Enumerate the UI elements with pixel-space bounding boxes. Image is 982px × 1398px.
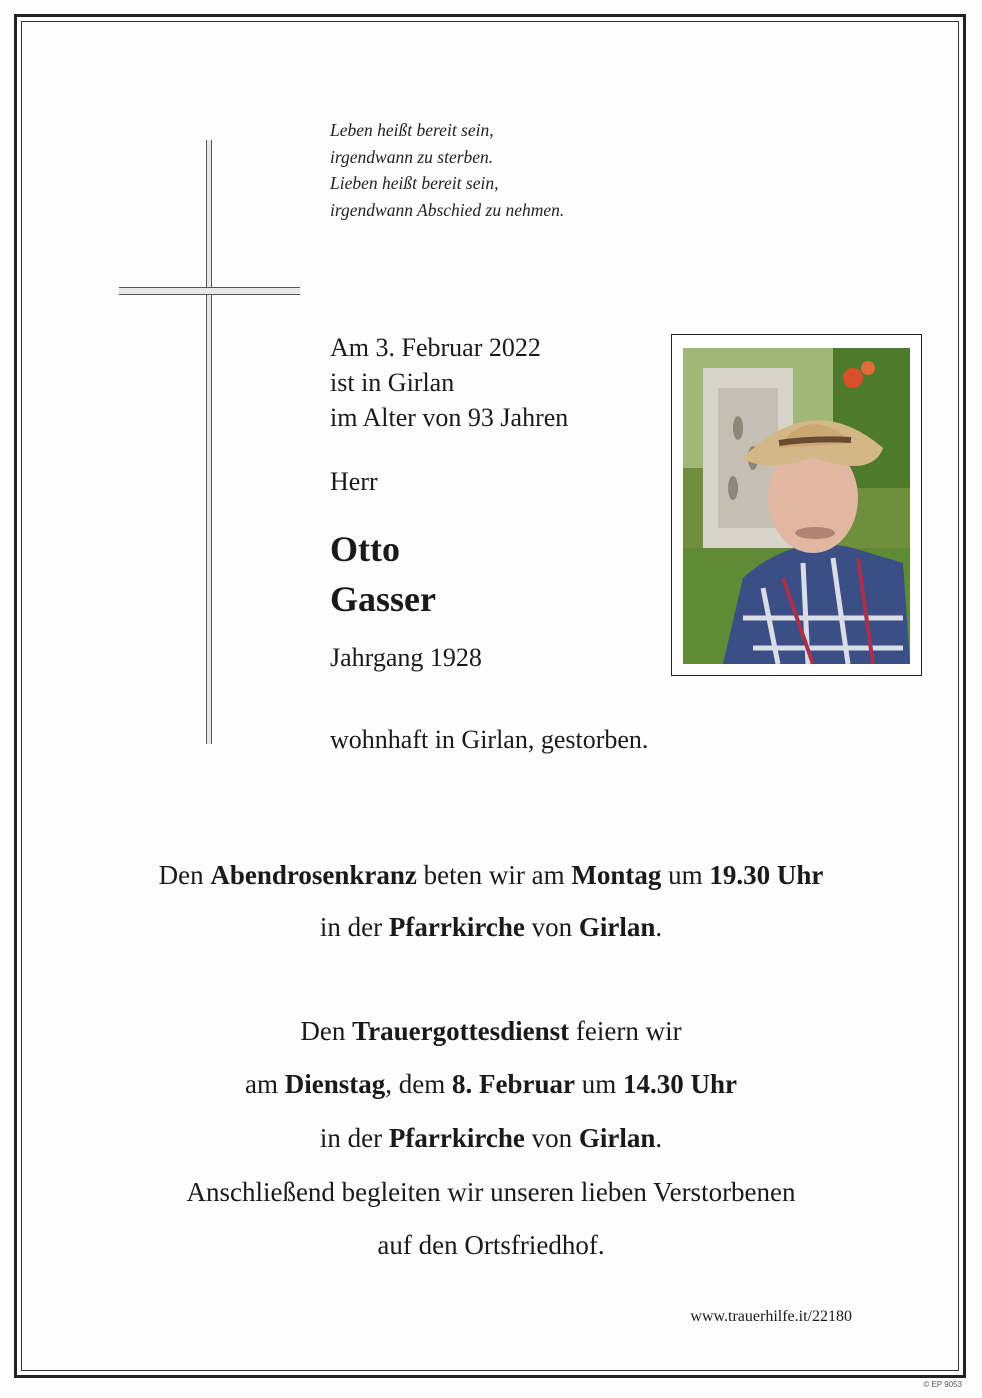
- salutation: Herr: [330, 467, 378, 496]
- service-line-3: [0, 1120, 982, 1156]
- birth-year: Jahrgang 1928: [330, 643, 482, 672]
- text: am: [245, 1069, 285, 1099]
- poem-line: irgendwann zu sterben.: [330, 146, 494, 167]
- portrait-frame: [671, 334, 922, 676]
- poem-line: Leben heißt bereit sein,: [330, 120, 494, 140]
- text: um: [574, 1069, 623, 1099]
- text: feiern wir: [569, 1016, 682, 1046]
- text-bold: 8. Februar: [452, 1069, 575, 1099]
- text-bold: Dienstag: [284, 1069, 386, 1099]
- cross-icon-bar: [119, 287, 300, 295]
- last-name: Gasser: [330, 579, 436, 619]
- text-bold: Pfarrkirche: [388, 912, 525, 942]
- service-line-5: auf den Ortsfriedhof.: [377, 1230, 605, 1260]
- text-bold: 14.30 Uhr: [623, 1069, 737, 1099]
- service-line-1: [0, 1013, 982, 1049]
- text: .: [655, 1123, 663, 1153]
- service-line-2: [0, 1066, 982, 1102]
- death-date: Am 3. Februar 2022: [330, 333, 541, 362]
- rosary-line-2: [0, 909, 982, 945]
- text: um: [661, 860, 710, 890]
- age-line: im Alter von 93 Jahren: [330, 403, 569, 432]
- text-bold: Girlan: [578, 1123, 656, 1153]
- text: beten wir am: [416, 860, 572, 890]
- portrait-photo: [683, 348, 910, 664]
- text: , dem: [385, 1069, 452, 1099]
- website-link[interactable]: www.trauerhilfe.it/22180: [690, 1308, 852, 1325]
- text: Den: [158, 860, 211, 890]
- text: in der: [319, 912, 389, 942]
- first-name: Otto: [330, 529, 400, 569]
- inner-border: [21, 21, 959, 1371]
- text-bold: Pfarrkirche: [388, 1123, 525, 1153]
- cross-icon: [206, 140, 212, 744]
- text-bold: Girlan: [578, 912, 656, 942]
- poem-line: irgendwann Abschied zu nehmen.: [330, 199, 565, 220]
- service-line-4: Anschließend begleiten wir unseren lieben Verstorbenen: [186, 1177, 796, 1207]
- text: .: [655, 912, 663, 942]
- text-bold: Abendrosenkranz: [210, 860, 417, 890]
- death-place: ist in Girlan: [330, 368, 455, 397]
- text: Den: [300, 1016, 353, 1046]
- text: in der: [319, 1123, 389, 1153]
- text: von: [524, 912, 579, 942]
- poem-line: Lieben heißt bereit sein,: [330, 173, 499, 193]
- poem: [330, 117, 564, 223]
- residence: wohnhaft in Girlan, gestorben.: [330, 725, 649, 754]
- text-bold: Trauergottesdienst: [352, 1016, 570, 1046]
- text-bold: 19.30 Uhr: [709, 860, 824, 890]
- publisher-code: © EP 9053: [923, 1380, 962, 1389]
- text-bold: Montag: [571, 860, 662, 890]
- rosary-line-1: [0, 857, 982, 893]
- text: von: [524, 1123, 579, 1153]
